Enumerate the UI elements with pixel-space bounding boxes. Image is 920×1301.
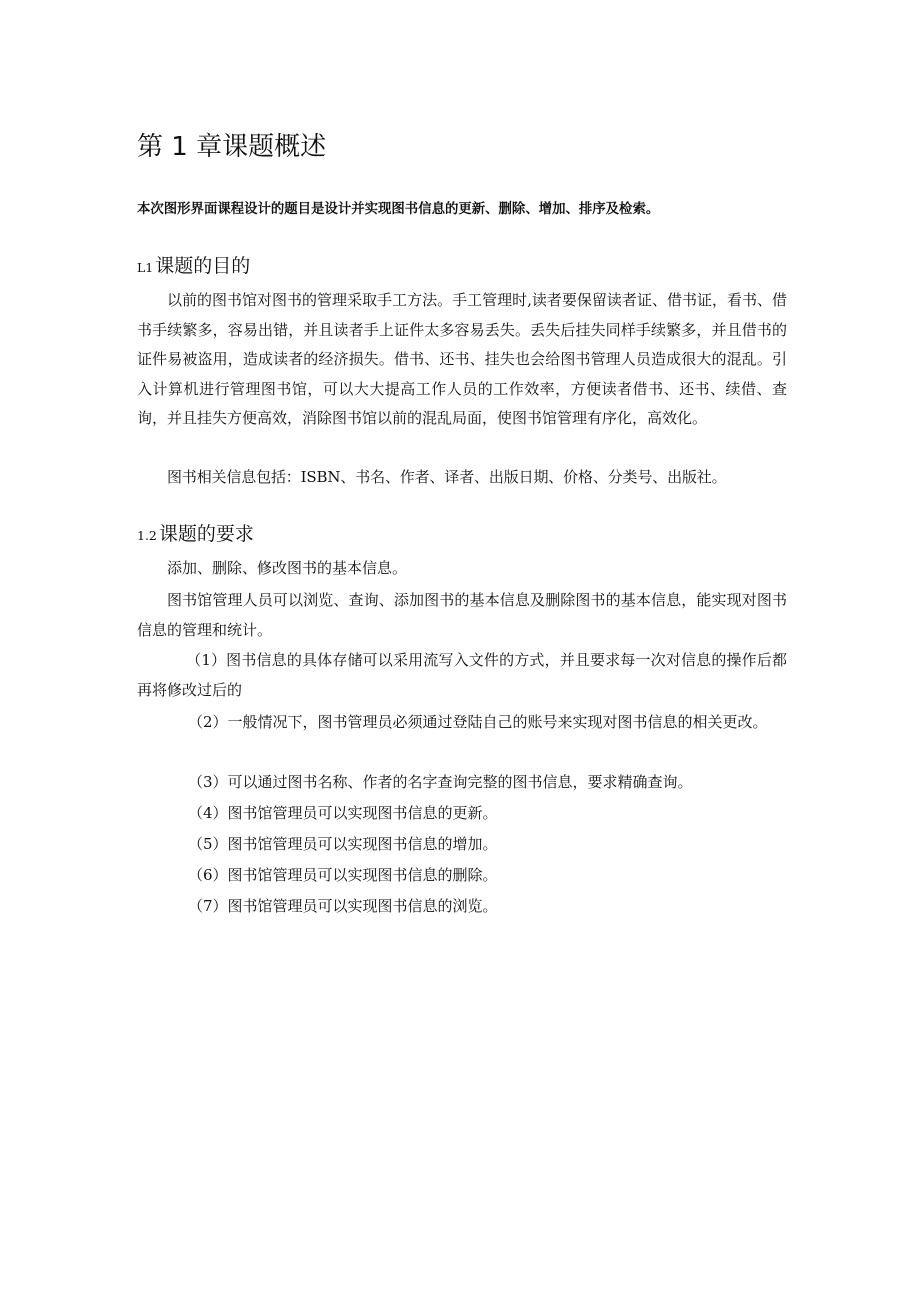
requirement-item-text: （1）图书信息的具体存储可以采用流写入文件的方式，并且要求每一次对信息的操作后都再将修改过后的 bbox=[137, 651, 787, 699]
requirement-item-text: （2）一般情况下，图书管理员必须通过登陆自己的账号来实现对图书信息的相关更改。 bbox=[188, 713, 768, 731]
requirement-item-text: （7）图书馆管理员可以实现图书信息的浏览。 bbox=[188, 897, 498, 915]
section-number: 1.2 bbox=[137, 528, 157, 543]
section-title-text: 课题的目的 bbox=[155, 255, 251, 277]
section-heading-1-2 bbox=[137, 518, 254, 546]
chapter-title: 第 1 章课题概述 bbox=[137, 132, 327, 162]
requirement-item bbox=[137, 799, 787, 829]
body-paragraph: 图书相关信息包括：ISBN、书名、作者、译者、出版日期、价格、分类号、出版社。 bbox=[167, 468, 727, 486]
requirement-item bbox=[137, 892, 787, 922]
requirement-item bbox=[137, 768, 787, 798]
requirement-item-text: （6）图书馆管理员可以实现图书信息的删除。 bbox=[188, 866, 498, 884]
requirement-item bbox=[137, 830, 787, 860]
body-paragraph: 以前的图书馆对图书的管理采取手工方法。手工管理时,读者要保留读者证、借书证，看书、借书手续繁多，容易出错，并且读者手上证件太多容易丢失。丢失后挂失同样手续繁多，并且借书的证件易被盗用，造成读者的经济损失。借书、还书、挂失也会给图书管理人员造成很大的混乱。引入计算机进行管理图书馆，可以大大提高工作人员的工作效率，方便读者借书、还书、续借、查询，并且挂失方便高效，消除图书馆以前的混乱局面，使图书馆管理有序化，高效化。 bbox=[137, 291, 787, 428]
requirement-item bbox=[137, 646, 787, 705]
section-title-text: 课题的要求 bbox=[158, 523, 254, 545]
requirement-item bbox=[137, 708, 787, 738]
chapter-intro: 本次图形界面课程设计的题目是设计并实现图书信息的更新、删除、增加、排序及检索。 bbox=[137, 202, 660, 217]
requirement-item-text: （3）可以通过图书名称、作者的名字查询完整的图书信息，要求精确查询。 bbox=[188, 773, 693, 791]
requirement-item bbox=[137, 861, 787, 891]
requirement-item-text: （5）图书馆管理员可以实现图书信息的增加。 bbox=[188, 835, 498, 853]
body-paragraph: 添加、删除、修改图书的基本信息。 bbox=[167, 559, 408, 577]
section-heading-1-1 bbox=[137, 250, 250, 278]
section-number: L1 bbox=[137, 260, 154, 275]
body-paragraph: 图书馆管理人员可以浏览、查询、添加图书的基本信息及删除图书的基本信息，能实现对图书信息的管理和统计。 bbox=[137, 591, 787, 639]
requirement-item-text: （4）图书馆管理员可以实现图书信息的更新。 bbox=[188, 804, 498, 822]
